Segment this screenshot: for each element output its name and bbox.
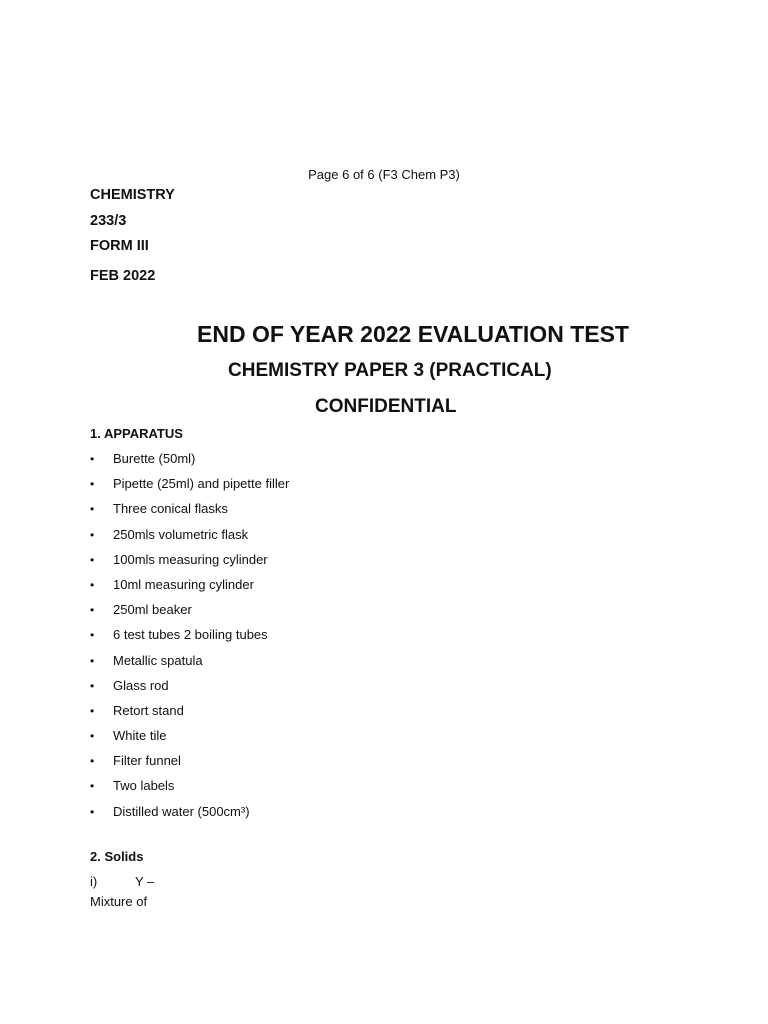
list-item bbox=[90, 652, 289, 677]
bullet-icon: • bbox=[90, 577, 95, 592]
confidential-title: CONFIDENTIAL bbox=[315, 396, 457, 417]
bullet-icon: • bbox=[90, 628, 95, 643]
apparatus-item: Two labels bbox=[113, 778, 175, 794]
apparatus-item: 250ml beaker bbox=[113, 602, 192, 618]
list-item bbox=[90, 803, 289, 828]
bullet-icon: • bbox=[90, 653, 95, 668]
list-item bbox=[90, 626, 289, 651]
paper-code: 233/3 bbox=[90, 213, 127, 229]
list-item bbox=[90, 576, 289, 601]
apparatus-item: 100mls measuring cylinder bbox=[113, 551, 268, 567]
apparatus-item: Distilled water (500cm³) bbox=[113, 803, 250, 819]
apparatus-item: Retort stand bbox=[113, 702, 184, 718]
solid-item-numeral: i) bbox=[90, 874, 98, 889]
solid-item-label: Y – bbox=[135, 874, 155, 889]
form-level: FORM III bbox=[90, 238, 149, 254]
apparatus-item: Pipette (25ml) and pipette filler bbox=[113, 476, 290, 492]
bullet-icon: • bbox=[90, 603, 95, 618]
apparatus-item: 10ml measuring cylinder bbox=[113, 576, 254, 592]
solid-item-description: Mixture of bbox=[90, 894, 148, 909]
bullet-icon: • bbox=[90, 552, 95, 567]
page-number-header: Page 6 of 6 (F3 Chem P3) bbox=[308, 167, 460, 182]
list-item bbox=[90, 702, 289, 727]
apparatus-item: Three conical flasks bbox=[113, 501, 228, 517]
bullet-icon: • bbox=[90, 452, 95, 466]
subject-label: CHEMISTRY bbox=[90, 187, 175, 203]
apparatus-heading: 1. APPARATUS bbox=[90, 426, 183, 441]
bullet-icon: • bbox=[90, 754, 95, 769]
bullet-icon: • bbox=[90, 527, 95, 542]
apparatus-item: Filter funnel bbox=[113, 753, 181, 769]
apparatus-item: White tile bbox=[113, 728, 167, 744]
bullet-icon: • bbox=[90, 729, 95, 744]
apparatus-item: Metallic spatula bbox=[113, 652, 203, 668]
bullet-icon: • bbox=[90, 703, 95, 718]
list-item bbox=[90, 551, 289, 576]
exam-date: FEB 2022 bbox=[90, 268, 156, 284]
document-title: END OF YEAR 2022 EVALUATION TEST bbox=[197, 321, 629, 347]
apparatus-list bbox=[90, 450, 289, 828]
apparatus-item: Glass rod bbox=[113, 677, 169, 693]
solid-item-line bbox=[90, 874, 154, 889]
apparatus-item: Burette (50ml) bbox=[113, 451, 196, 466]
list-item bbox=[90, 475, 289, 500]
list-item bbox=[90, 777, 289, 802]
list-item bbox=[90, 752, 289, 777]
list-item bbox=[90, 450, 289, 475]
list-item bbox=[90, 526, 289, 551]
bullet-icon: • bbox=[90, 779, 95, 794]
apparatus-item: 250mls volumetric flask bbox=[113, 526, 249, 542]
bullet-icon: • bbox=[90, 678, 95, 693]
apparatus-item: 6 test tubes 2 boiling tubes bbox=[113, 627, 268, 643]
list-item bbox=[90, 727, 289, 752]
solids-heading: 2. Solids bbox=[90, 849, 144, 864]
list-item bbox=[90, 601, 289, 626]
list-item bbox=[90, 500, 289, 525]
list-item bbox=[90, 677, 289, 702]
bullet-icon: • bbox=[90, 804, 95, 819]
paper-title: CHEMISTRY PAPER 3 (PRACTICAL) bbox=[228, 360, 552, 381]
bullet-icon: • bbox=[90, 502, 95, 517]
bullet-icon: • bbox=[90, 477, 95, 492]
